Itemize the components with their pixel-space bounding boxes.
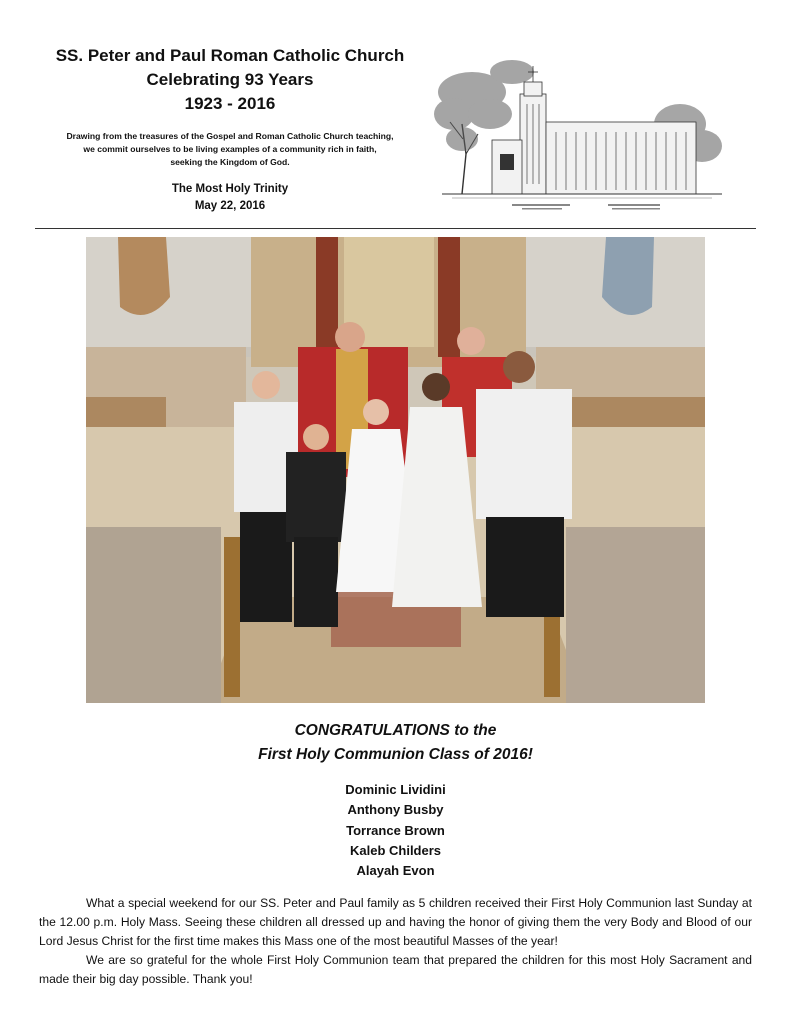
communicant-name: Kaleb Childers: [349, 842, 442, 858]
article-paragraph: We are so grateful for the whole First Holy Communion team that prepared the children for this most Holy Sacrament and made their big day possible. Thank you!: [39, 953, 752, 986]
article-body: [39, 894, 752, 989]
anniversary-line: Celebrating 93 Years: [146, 70, 314, 89]
congratulations-heading: [0, 719, 791, 767]
group-photo: [86, 237, 705, 703]
mission-line: we commit ourselves to be living examples of a community rich in faith,: [83, 144, 377, 154]
mission-statement: [40, 130, 420, 169]
communicant-name: Anthony Busby: [347, 802, 444, 818]
feast-name: The Most Holy Trinity: [171, 183, 289, 195]
header-divider: [35, 228, 756, 229]
church-name: SS. Peter and Paul Roman Catholic Church: [55, 46, 405, 65]
bulletin-date: May 22, 2016: [194, 200, 266, 212]
church-sketch-illustration: [432, 44, 728, 212]
communicant-name: Torrance Brown: [346, 822, 445, 838]
communicant-list: [0, 780, 791, 881]
communicant-name: Alayah Evon: [356, 863, 435, 879]
liturgical-occasion: [40, 181, 420, 215]
header-block: [40, 44, 420, 215]
mission-line: Drawing from the treasures of the Gospel and Roman Catholic Church teaching,: [66, 131, 394, 141]
article-paragraph: What a special weekend for our SS. Peter and Paul family as 5 children received their First Holy Communion last Sunday at the 12.00 p.m. Holy Mass. Seeing these children all dressed up and having the honor of giving them the very Body and Blood of our Lord Jesus Christ for the first time makes this Mass one of the most beautiful Masses of the year!: [39, 896, 752, 948]
class-line: First Holy Communion Class of 2016!: [258, 746, 533, 763]
congratulations-line: CONGRATULATIONS to the: [294, 722, 497, 739]
mission-line: seeking the Kingdom of God.: [170, 157, 290, 167]
year-range: 1923 - 2016: [184, 94, 276, 113]
communicant-name: Dominic Lividini: [345, 782, 446, 797]
